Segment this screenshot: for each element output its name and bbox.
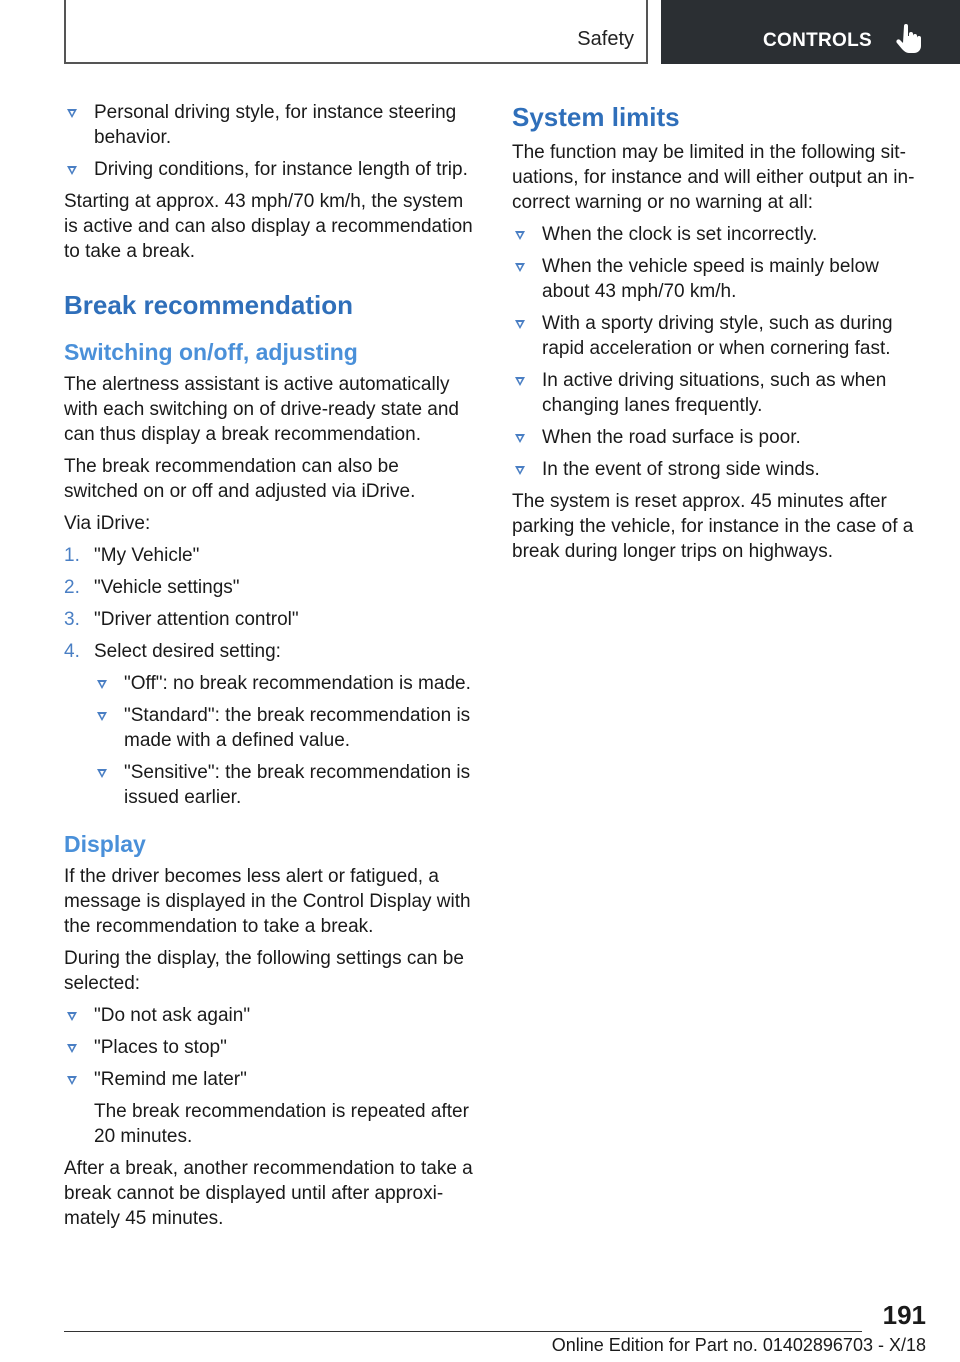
triangle-bullet-icon [67, 1012, 77, 1021]
list-item: In the event of strong side winds. [512, 457, 924, 482]
paragraph: Via iDrive: [64, 513, 151, 534]
step-item: 3. "Driver attention control" [64, 609, 299, 630]
paragraph: If the driver becomes less alert or fatigued, a message is displayed in the Control Display with the recommendation to take a break. [64, 866, 471, 937]
list-item: When the vehicle speed is mainly below about 43 mph/70 km/h. [512, 254, 924, 304]
paragraph: The break recommendation can also be switched on or off and adjusted via iDrive. [64, 456, 416, 502]
chapter-title: CONTROLS [763, 30, 873, 51]
paragraph: The function may be limited in the following situations, for instance and will either output an incorrect warning or no warning at all: [512, 142, 915, 213]
triangle-bullet-icon [515, 320, 525, 329]
paragraph: The alertness assistant is active automatically with each switching on of drive-ready state and can thus display a break recommendation. [64, 374, 459, 445]
paragraph: After a break, another recommendation to take a break cannot be displayed until after approximately 45 minutes. [64, 1158, 473, 1229]
header-chapter-tab [661, 0, 960, 64]
list-item: When the clock is set incorrectly. [512, 222, 924, 247]
step-item: 2. "Vehicle settings" [64, 577, 240, 598]
paragraph: During the display, the following settings can be selected: [64, 948, 464, 994]
right-column [512, 102, 924, 571]
list-item: "Standard": the break recommendation is made with a defined value. [94, 703, 476, 753]
left-column [64, 100, 476, 1238]
paragraph: The system is reset approx. 45 minutes after parking the vehicle, for instance in the case of a break during longer trips on highways. [512, 491, 914, 562]
list-item: When the road surface is poor. [512, 425, 924, 450]
triangle-bullet-icon [67, 109, 77, 118]
list-item: Driving conditions, for instance length of trip. [64, 157, 476, 182]
triangle-bullet-icon [515, 377, 525, 386]
list-item: "Remind me later" [64, 1067, 476, 1092]
triangle-bullet-icon [97, 769, 107, 778]
list-item-note: The break recommendation is repeated after 20 minutes. [94, 1101, 469, 1147]
list-item: Personal driving style, for instance steering behavior. [64, 100, 476, 150]
page-number: 191 [882, 1300, 926, 1330]
heading-display: Display [64, 831, 146, 857]
triangle-bullet-icon [97, 712, 107, 721]
triangle-bullet-icon [515, 231, 525, 240]
footer-divider [64, 1331, 862, 1332]
paragraph: Starting at approx. 43 mph/70 km/h, the system is active and can also display a recommendation to take a break. [64, 191, 473, 262]
list-item: "Places to stop" [64, 1035, 476, 1060]
triangle-bullet-icon [515, 434, 525, 443]
list-item: "Sensitive": the break recommendation is issued earlier. [94, 760, 476, 810]
triangle-bullet-icon [515, 466, 525, 475]
list-item: "Do not ask again" [64, 1003, 476, 1028]
list-item: With a sporty driving style, such as during rapid acceleration or when cornering fast. [512, 311, 924, 361]
step-item: 4. Select desired setting: [64, 641, 281, 662]
list-item: "Off": no break recommendation is made. [94, 671, 476, 696]
heading-switching: Switching on/off, adjusting [64, 339, 358, 365]
step-item: 1. "My Vehicle" [64, 545, 200, 566]
footer-edition: Online Edition for Part no. 01402896703 - X/18 [551, 1335, 926, 1355]
heading-system-limits: System limits [512, 102, 680, 132]
section-title: Safety [577, 28, 634, 50]
pointing-hand-icon [896, 24, 922, 54]
triangle-bullet-icon [97, 680, 107, 689]
triangle-bullet-icon [67, 1076, 77, 1085]
triangle-bullet-icon [67, 166, 77, 175]
heading-break-recommendation: Break recommendation [64, 290, 353, 320]
list-item: In active driving situations, such as when changing lanes frequently. [512, 368, 924, 418]
triangle-bullet-icon [515, 263, 525, 272]
triangle-bullet-icon [67, 1044, 77, 1053]
header-section-tab [64, 0, 648, 64]
